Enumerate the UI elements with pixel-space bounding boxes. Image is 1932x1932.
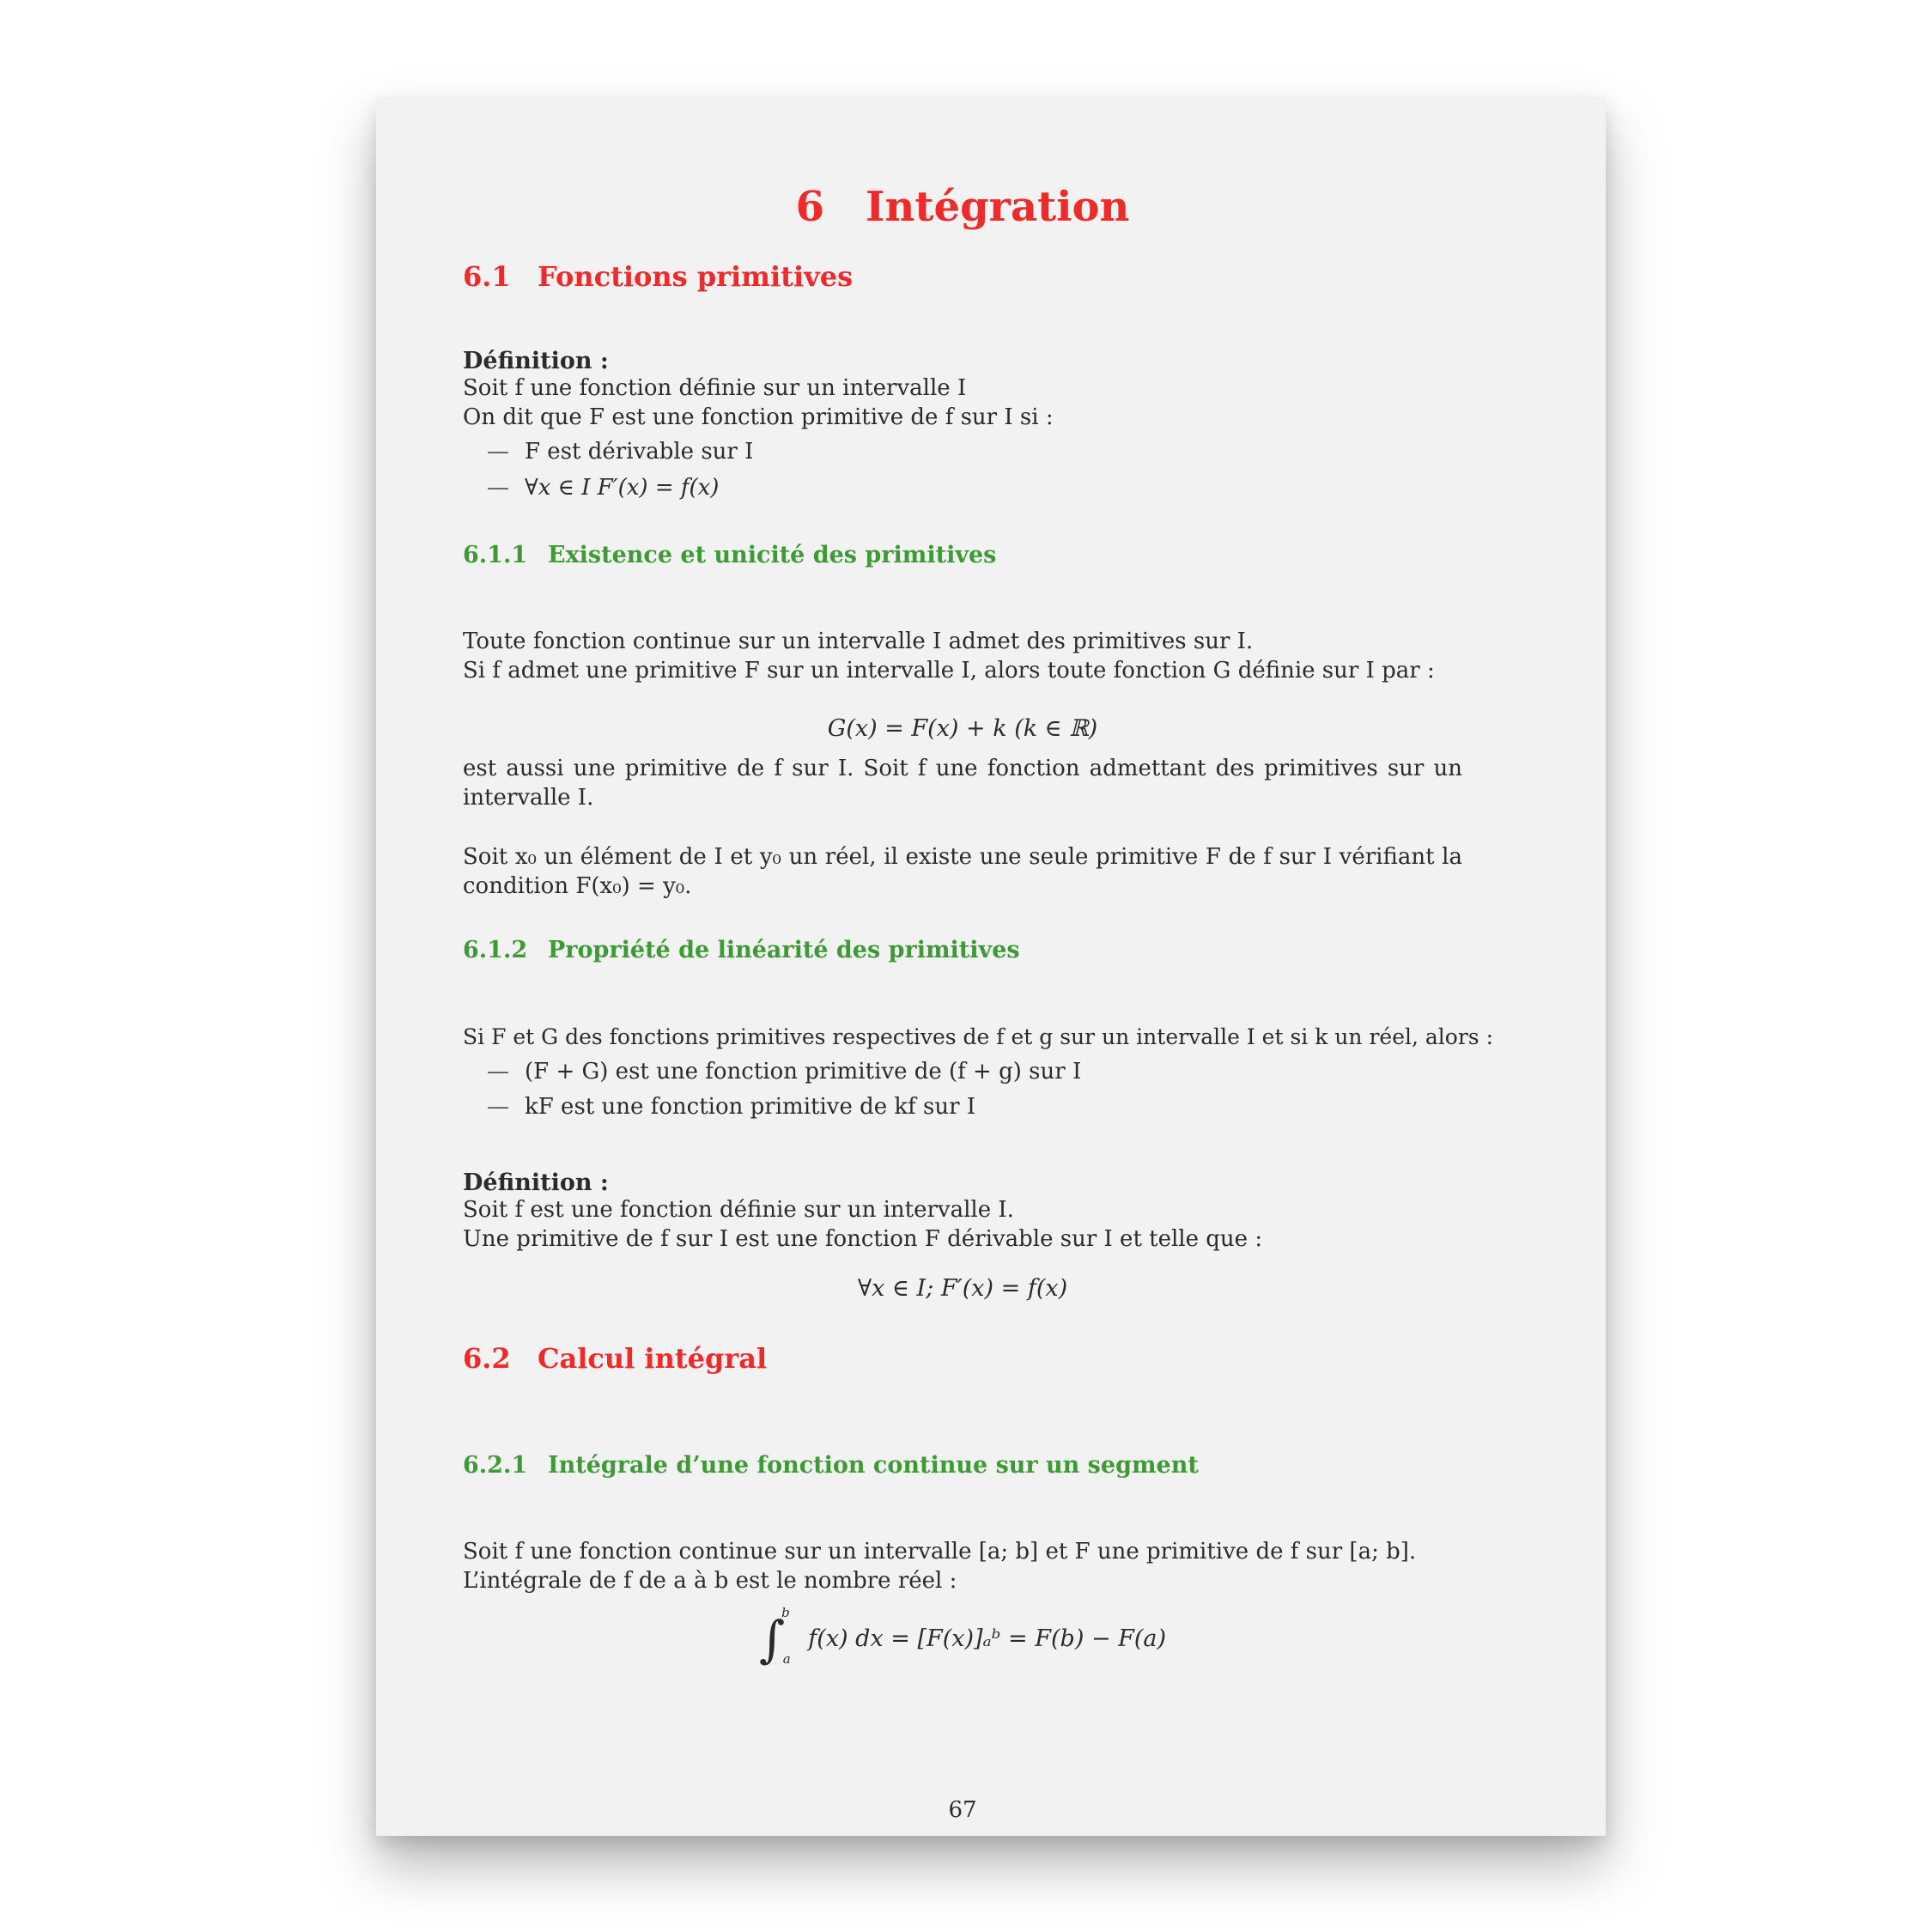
paragraph: Soit x₀ un élément de I et y₀ un réel, il existe une seule primitive F de f sur I vérifiant la condition F(x₀) = y₀.: [463, 844, 1462, 899]
subsection-heading-6-1-2: [463, 937, 1020, 963]
definition-line: Soit f une fonction définie sur un intervalle I: [463, 375, 967, 401]
integral-sign-icon: ∫: [758, 1610, 786, 1668]
chapter-number: 6: [795, 183, 825, 231]
page-number: 67: [948, 1797, 977, 1823]
subsection-number: 6.2.1: [463, 1452, 528, 1479]
list-item-text: F est dérivable sur I: [525, 439, 754, 465]
paragraph-line: Toute fonction continue sur un intervalle I admet des primitives sur I.: [463, 629, 1254, 654]
integral-lower-bound: a: [782, 1651, 791, 1667]
definition-line: On dit que F est une fonction primitive de f sur I si :: [463, 404, 1054, 430]
paragraph-line: Si F et G des fonctions primitives respectives de f et g sur un intervalle I et si k un réel, alors :: [463, 1024, 1493, 1049]
list-item: [463, 439, 753, 465]
definition-heading: Définition :: [463, 1170, 609, 1196]
subsection-title: Intégrale d’une fonction continue sur un segment: [548, 1452, 1199, 1479]
paragraph-line: L’intégrale de f de a à b est le nombre réel :: [463, 1568, 957, 1594]
subsection-heading-6-1-1: [463, 542, 996, 568]
chapter-title: [463, 183, 1462, 231]
chapter-title-text: Intégration: [866, 183, 1130, 231]
definition-heading: Définition :: [463, 348, 609, 374]
formula-derivative-condition: ∀x ∈ I; F′(x) = f(x): [857, 1275, 1068, 1302]
list-item: [463, 1094, 975, 1120]
formula-definite-integral: [463, 1605, 1462, 1668]
dash-bullet-icon: —: [487, 439, 509, 465]
section-heading-6-1: [463, 260, 853, 293]
subsection-title: Existence et unicité des primitives: [548, 542, 997, 568]
subsection-heading-6-2-1: [463, 1452, 1199, 1479]
subsection-number: 6.1.1: [463, 542, 528, 568]
paragraph: est aussi une primitive de f sur I. Soit f une fonction admettant des primitives sur un intervalle I.: [463, 756, 1462, 811]
section-title: Fonctions primitives: [538, 260, 854, 293]
integral-formula-text: f(x) dx = [F(x)]ₐᵇ = F(b) − F(a): [808, 1625, 1167, 1652]
list-item-text: ∀x ∈ I F′(x) = f(x): [525, 475, 720, 501]
list-item-text: (F + G) est une fonction primitive de (f + g) sur I: [525, 1059, 1082, 1084]
subsection-number: 6.1.2: [463, 937, 528, 963]
dash-bullet-icon: —: [487, 475, 509, 501]
section-title: Calcul intégral: [538, 1342, 768, 1375]
document-page: [376, 97, 1606, 1836]
subsection-title: Propriété de linéarité des primitives: [548, 937, 1020, 963]
list-item: [463, 475, 719, 501]
formula-primitive-family: G(x) = F(x) + k (k ∈ ℝ): [827, 715, 1098, 742]
list-item-text: kF est une fonction primitive de kf sur I: [525, 1094, 976, 1120]
definition-line: Une primitive de f sur I est une fonction F dérivable sur I et telle que :: [463, 1226, 1263, 1252]
dash-bullet-icon: —: [487, 1059, 509, 1084]
section-number: 6.2: [463, 1342, 511, 1375]
integral-upper-bound: b: [781, 1605, 790, 1620]
dash-bullet-icon: —: [487, 1094, 509, 1120]
paragraph-line: Si f admet une primitive F sur un intervalle I, alors toute fonction G définie sur I par :: [463, 658, 1435, 683]
paragraph-line: Soit f une fonction continue sur un intervalle [a; b] et F une primitive de f sur [a; b].: [463, 1539, 1417, 1564]
definition-line: Soit f est une fonction définie sur un intervalle I.: [463, 1197, 1014, 1223]
section-heading-6-2: [463, 1342, 767, 1375]
list-item: [463, 1059, 1081, 1084]
section-number: 6.1: [463, 260, 511, 293]
